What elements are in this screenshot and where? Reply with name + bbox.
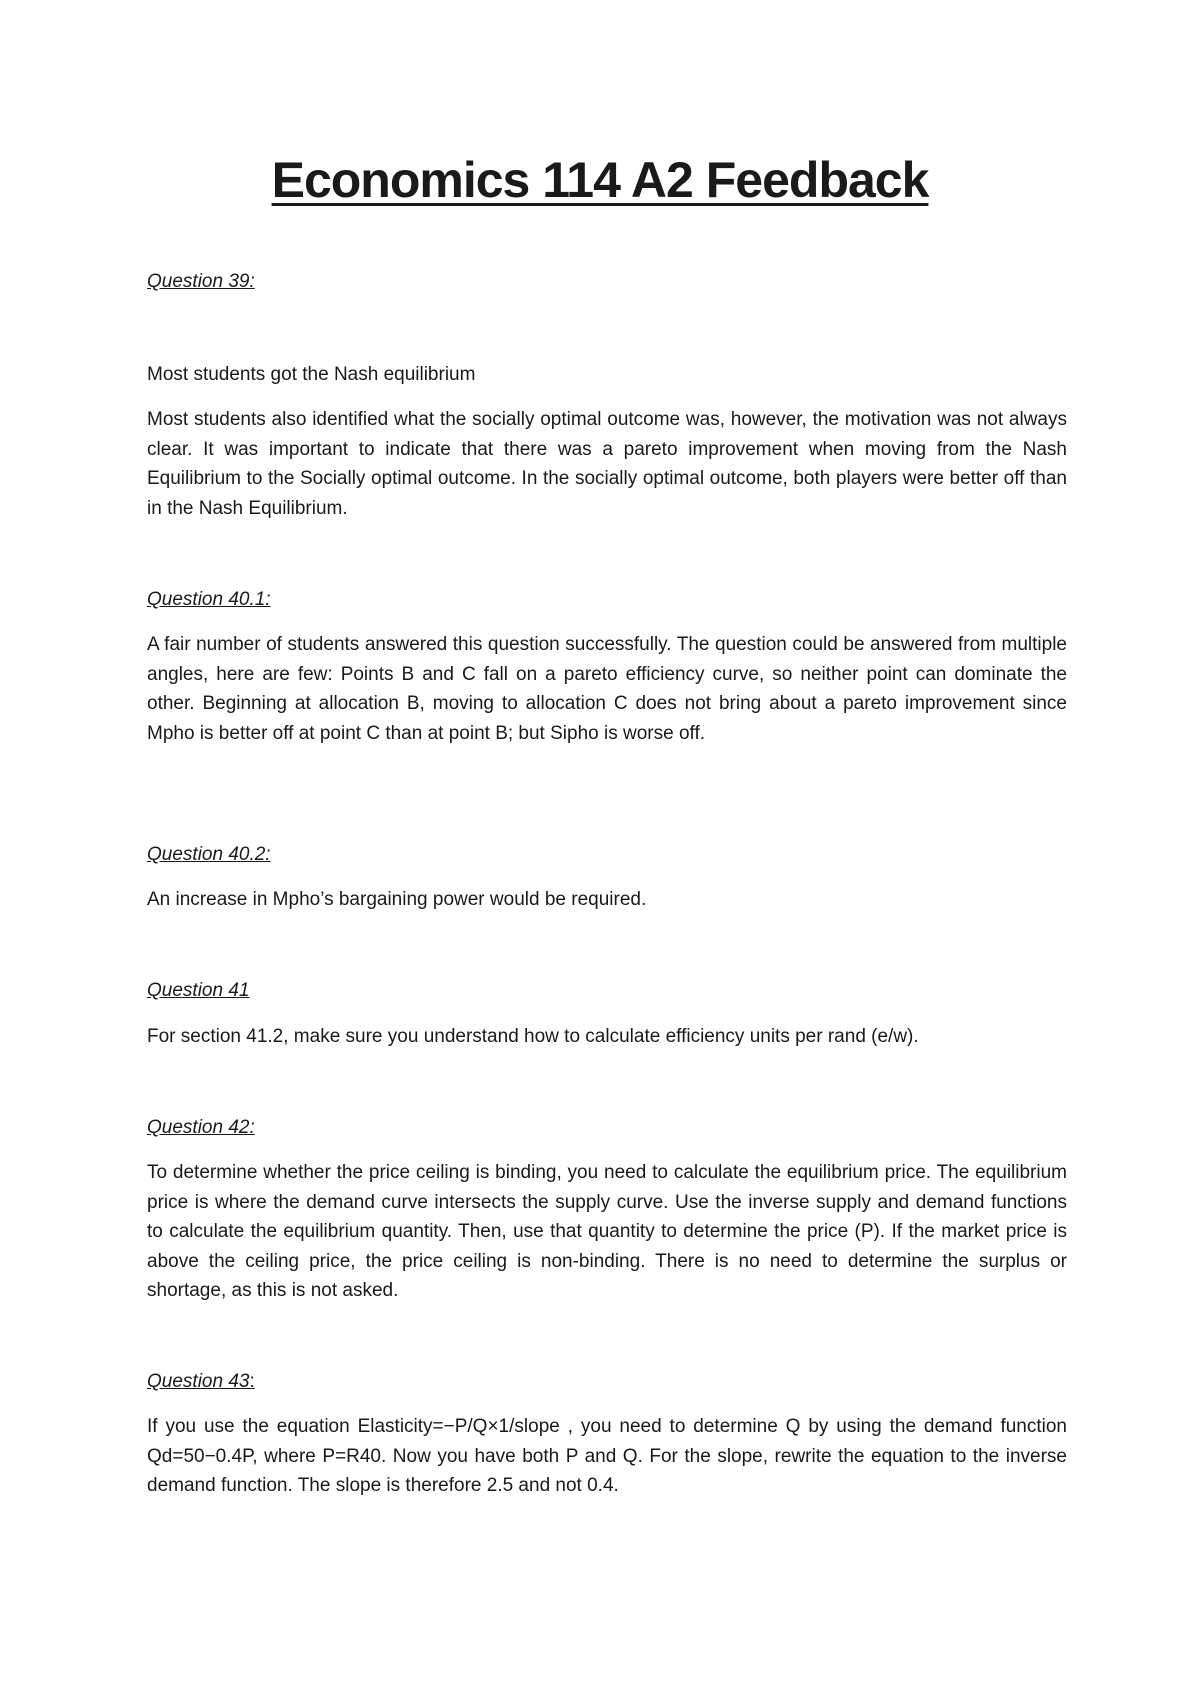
section-question-39-body-2 (147, 405, 1067, 523)
question-heading: Question 39: (147, 271, 255, 292)
section-question-41 (147, 979, 1067, 1003)
question-heading: Question 40.2: (147, 844, 271, 865)
section-question-39 (147, 270, 1067, 294)
section-question-43 (147, 1370, 1067, 1394)
question-heading-suffix: : (249, 1371, 255, 1392)
paragraph: Most students got the Nash equilibrium (147, 364, 476, 385)
section-question-43-body (147, 1412, 1067, 1501)
section-question-40-1-body (147, 630, 1067, 748)
question-heading: Question 40.1: (147, 589, 271, 610)
paragraph: A fair number of students answered this question successfully. The question could be answered from multiple angles, here are few: Points B and C fall on a pareto efficiency curve, so neither point can dominate the other. Beginning at allocation B, moving to allocation C does not bring about a pareto improvement since Mpho is better off at point C than at point B; but Sipho is worse off. (147, 634, 1067, 744)
paragraph: An increase in Mpho’s bargaining power would be required. (147, 889, 647, 910)
section-question-39-body (147, 360, 1067, 390)
section-question-42 (147, 1116, 1067, 1140)
section-question-40-1 (147, 588, 1067, 612)
document-title: Economics 114 A2 Feedback (271, 152, 929, 208)
paragraph: To determine whether the price ceiling is binding, you need to calculate the equilibrium price. The equilibrium price is where the demand curve intersects the supply curve. Use the inverse supply and demand functions to calculate the equilibrium quantity. Then, use that quantity to determine the price (P). If the market price is above the ceiling price, the price ceiling is non-binding. There is no need to determine the surplus or shortage, as this is not asked. (147, 1162, 1067, 1301)
question-heading: Question 42: (147, 1117, 255, 1138)
section-question-40-2 (147, 843, 1067, 867)
section-question-42-body (147, 1158, 1067, 1306)
section-question-41-body (147, 1022, 1067, 1052)
section-question-40-2-body (147, 885, 1067, 915)
paragraph: If you use the equation Elasticity=−P/Q×1/slope , you need to determine Q by using the demand function Qd=50−0.4P, where P=R40. Now you have both P and Q. For the slope, rewrite the equation to the inverse demand function. The slope is therefore 2.5 and not 0.4. (147, 1416, 1067, 1496)
paragraph: Most students also identified what the socially optimal outcome was, however, the motivation was not always clear. It was important to indicate that there was a pareto improvement when moving from the Nash Equilibrium to the Socially optimal outcome. In the socially optimal outcome, both players were better off than in the Nash Equilibrium. (147, 409, 1067, 519)
question-heading-text: Question 43 (147, 1371, 250, 1392)
question-heading: Question 41 (147, 980, 250, 1001)
question-heading (147, 1370, 1067, 1394)
paragraph: For section 41.2, make sure you understand how to calculate efficiency units per rand (e/w). (147, 1026, 919, 1047)
